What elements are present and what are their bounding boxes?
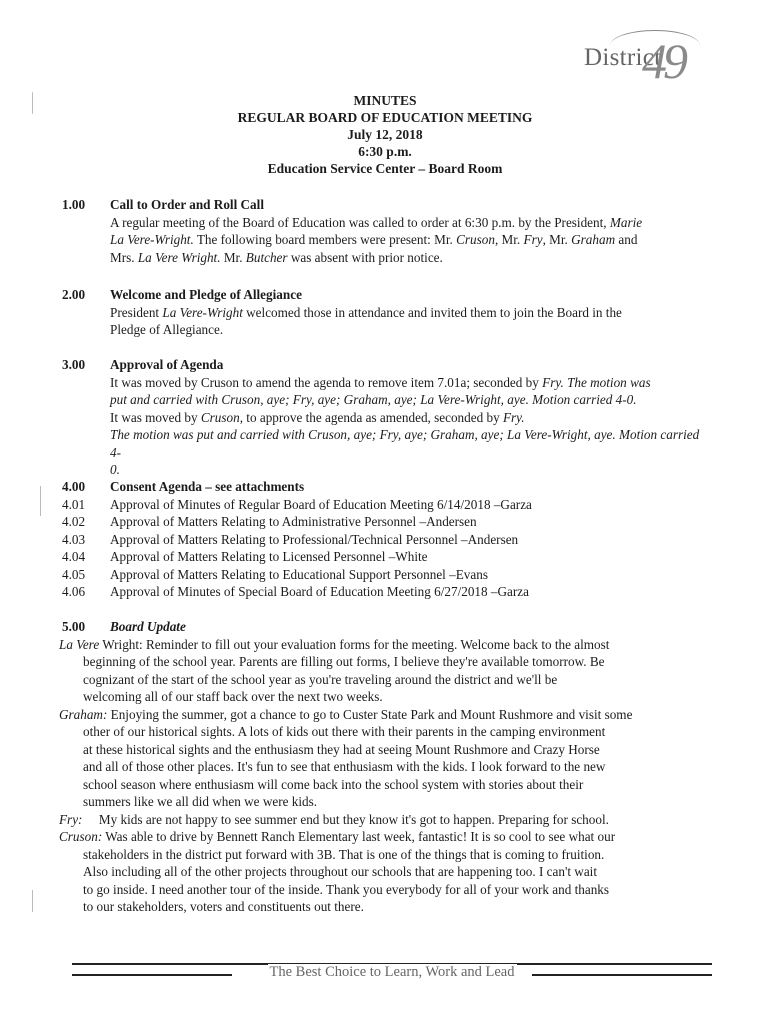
speaker-name: Cruson:	[59, 829, 103, 844]
body-line: Mrs. La Vere Wright. Mr. Butcher was absent with prior notice.	[110, 249, 443, 265]
section-heading	[62, 618, 719, 636]
body-line: La Vere-Wright. The following board members were present: Mr. Cruson, Mr. Fry, Mr. Graham and	[110, 232, 638, 247]
section-heading	[62, 478, 532, 496]
section-title: Welcome and Pledge of Allegiance	[110, 287, 302, 302]
board-update-entry: Cruson: Was able to drive by Bennett Ranch Elementary last week, fantastic! It is so cool to see what our stakeholders in the district put forward with 3B. That is one of the things that is coming to fruition. Also including all of the other projects throughout our schools that are happening too. I can't wait to go inside. I need another tour of the inside. Thank you everybody for all of your work and thanks to our stakeholders, voters and constituents out there.	[59, 829, 616, 914]
body-line: It was moved by Cruson to amend the agenda to remove item 7.01a; seconded by Fry. The motion was	[110, 374, 651, 390]
meeting-location: Education Service Center – Board Room	[267, 161, 503, 176]
section-title: Consent Agenda – see attachments	[110, 479, 305, 494]
consent-item: 4.03 Approval of Matters Relating to Professional/Technical Personnel –Andersen	[62, 531, 519, 547]
consent-list	[62, 496, 532, 601]
section-number: 2.00	[62, 287, 86, 302]
margin-mark	[40, 486, 41, 516]
section-call-to-order	[62, 196, 705, 266]
board-update-entry: Fry: My kids are not happy to see summer end but they know it's got to happen. Preparing for school.	[59, 811, 609, 827]
district-logo	[580, 30, 720, 100]
body-line: Pledge of Allegiance.	[110, 322, 224, 337]
section-heading	[62, 356, 705, 374]
board-update-entry: La Vere Wright: Reminder to fill out your evaluation forms for the meeting. Welcome back to the almost beginning of the school year. Parents are filling out forms, I believe they're available tomorrow. Be cognizant of the start of the school year as you're traveling around the district and we'll be welcoming all of our staff back over the next two weeks.	[59, 636, 610, 704]
margin-mark	[32, 890, 33, 912]
section-body	[110, 214, 705, 267]
consent-item: 4.06 Approval of Minutes of Special Board of Education Meeting 6/27/2018 –Garza	[62, 584, 529, 599]
consent-item: 4.01 Approval of Minutes of Regular Board of Education Meeting 6/14/2018 –Garza	[62, 496, 532, 512]
document-header	[0, 92, 770, 177]
body-line: put and carried with Cruson, aye; Fry, aye; Graham, aye; La Vere-Wright, aye. Motion carried 4-0.	[110, 392, 637, 407]
board-update-entry: Graham: Enjoying the summer, got a chance to go to Custer State Park and Mount Rushmore and visit some other of our historical sights. A lots of kids out there with their parents in the camping environment at these historical sights and the enthusiasm they had at seeing Mount Rushmore and Crazy Horse and all of those other places. It's fun to see that enthusiasm with the kids. I look forward to the new school season where enthusiasm will come back into the school system with stories about their summers like we all did when we were kids.	[59, 706, 633, 809]
speaker-name: La Vere	[59, 636, 100, 652]
section-body	[110, 304, 705, 339]
section-number: 5.00	[62, 619, 86, 634]
consent-item: 4.05 Approval of Matters Relating to Educational Support Personnel –Evans	[62, 566, 488, 582]
section-board-update	[59, 618, 719, 916]
body-line: The motion was put and carried with Cruson, aye; Fry, aye; Graham, aye; La Vere-Wright, aye. Motion carried 4-	[110, 427, 700, 460]
section-title: Approval of Agenda	[110, 357, 224, 372]
speaker-name: Fry:	[59, 811, 83, 827]
page-footer	[72, 963, 712, 983]
meeting-date: July 12, 2018	[347, 127, 423, 142]
meeting-type: REGULAR BOARD OF EDUCATION MEETING	[237, 110, 533, 125]
meeting-time: 6:30 p.m.	[358, 144, 412, 159]
consent-item: 4.02 Approval of Matters Relating to Administrative Personnel –Andersen	[62, 514, 477, 529]
body-line: A regular meeting of the Board of Education was called to order at 6:30 p.m. by the President, Marie	[110, 214, 643, 230]
section-number: 4.00	[62, 479, 86, 494]
body-line: It was moved by Cruson, to approve the agenda as amended, seconded by Fry.	[110, 409, 525, 425]
section-heading	[62, 286, 705, 304]
body-line: 0.	[110, 462, 120, 477]
section-heading	[62, 196, 705, 214]
consent-item: 4.04 Approval of Matters Relating to Licensed Personnel –White	[62, 549, 428, 564]
footer-tagline: The Best Choice to Learn, Work and Lead	[269, 964, 515, 980]
section-body	[110, 374, 705, 479]
speaker-name: Graham:	[59, 706, 108, 722]
section-approval-agenda	[62, 356, 705, 479]
section-consent-agenda	[62, 478, 532, 601]
logo-number: 49	[642, 33, 684, 89]
section-number: 3.00	[62, 357, 86, 372]
body-line: President La Vere-Wright welcomed those in attendance and invited them to join the Board in the	[110, 304, 622, 320]
section-title: Call to Order and Roll Call	[110, 197, 264, 212]
logo-text: District	[584, 44, 662, 71]
section-title: Board Update	[110, 619, 186, 634]
section-welcome-pledge	[62, 286, 705, 339]
doc-title: MINUTES	[353, 93, 417, 108]
section-number: 1.00	[62, 197, 86, 212]
